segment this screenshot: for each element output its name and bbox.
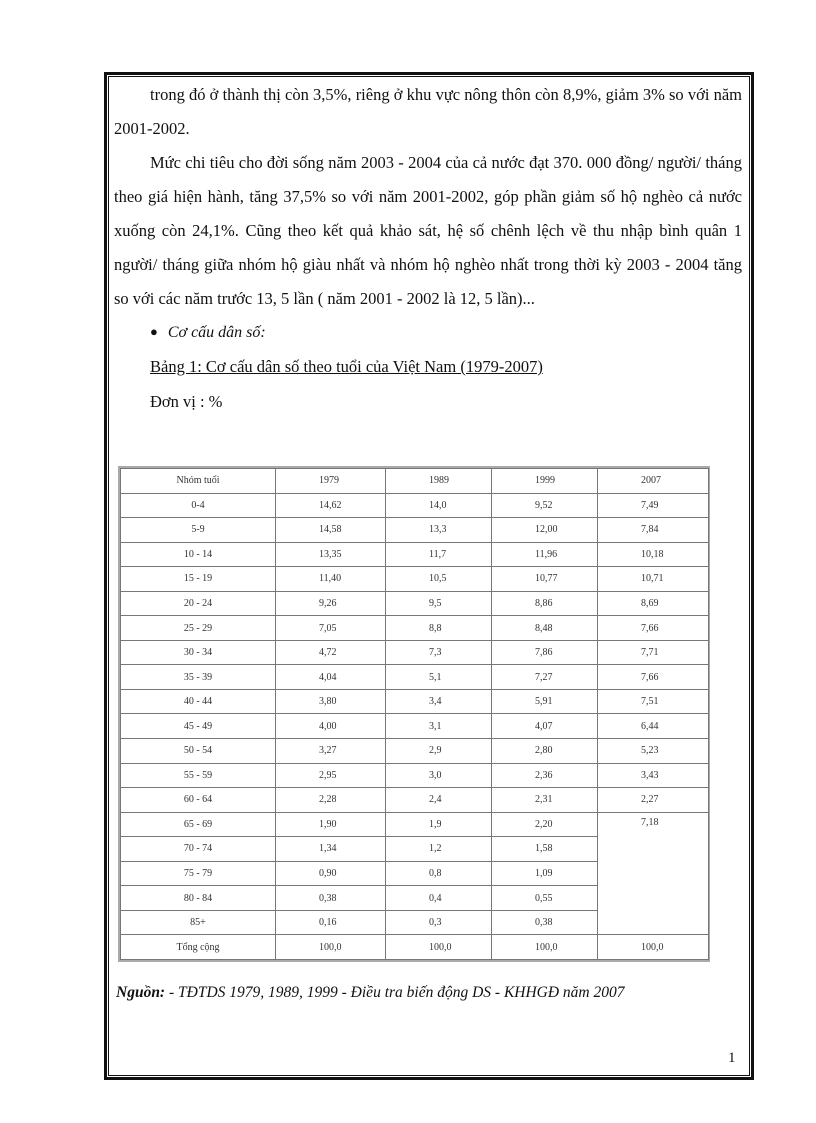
document-body xyxy=(114,78,742,420)
value-cell: 12,00 xyxy=(492,518,598,543)
table-header-row xyxy=(121,469,709,494)
value-cell: 3,1 xyxy=(386,714,492,739)
value-cell: 4,00 xyxy=(276,714,386,739)
age-group-cell: 35 - 39 xyxy=(121,665,276,690)
value-cell: 3,4 xyxy=(386,689,492,714)
table-row xyxy=(121,518,709,543)
value-cell: 7,71 xyxy=(598,640,709,665)
value-cell: 1,09 xyxy=(492,861,598,886)
age-group-cell: 75 - 79 xyxy=(121,861,276,886)
value-cell: 1999 xyxy=(492,469,598,494)
value-cell: 9,5 xyxy=(386,591,492,616)
bullet-text: Cơ cấu dân số: xyxy=(167,324,266,341)
value-cell: 2,4 xyxy=(386,788,492,813)
value-cell: 11,40 xyxy=(276,567,386,592)
value-cell: 4,04 xyxy=(276,665,386,690)
bullet-dot-icon: ● xyxy=(150,324,158,339)
age-group-cell: Nhóm tuổi xyxy=(121,469,276,494)
age-group-cell: 25 - 29 xyxy=(121,616,276,641)
table-row xyxy=(121,567,709,592)
age-group-cell: 45 - 49 xyxy=(121,714,276,739)
value-cell: 7,66 xyxy=(598,616,709,641)
value-cell: 14,62 xyxy=(276,493,386,518)
table-row xyxy=(121,616,709,641)
value-cell: 5,23 xyxy=(598,739,709,764)
source-note xyxy=(116,984,746,1002)
table-row xyxy=(121,542,709,567)
value-cell: 7,3 xyxy=(386,640,492,665)
value-cell: 7,66 xyxy=(598,665,709,690)
unit-label: Đơn vị : % xyxy=(150,392,223,411)
table-total-row xyxy=(121,935,709,960)
source-text: - TĐTDS 1979, 1989, 1999 - Điều tra biến động DS - KHHGĐ năm 2007 xyxy=(165,984,625,1001)
value-cell: 1,34 xyxy=(276,837,386,862)
value-cell: 1,90 xyxy=(276,812,386,837)
value-cell: 2,95 xyxy=(276,763,386,788)
value-cell: 1,58 xyxy=(492,837,598,862)
value-cell: 14,0 xyxy=(386,493,492,518)
age-group-cell: Tổng cộng xyxy=(121,935,276,960)
value-cell: 13,35 xyxy=(276,542,386,567)
age-group-cell: 30 - 34 xyxy=(121,640,276,665)
value-cell: 0,90 xyxy=(276,861,386,886)
value-cell: 8,86 xyxy=(492,591,598,616)
value-cell: 2,36 xyxy=(492,763,598,788)
value-cell: 3,80 xyxy=(276,689,386,714)
value-cell: 7,49 xyxy=(598,493,709,518)
value-cell: 100,0 xyxy=(386,935,492,960)
value-cell: 100,0 xyxy=(492,935,598,960)
value-cell: 2007 xyxy=(598,469,709,494)
value-cell: 14,58 xyxy=(276,518,386,543)
value-cell: 7,27 xyxy=(492,665,598,690)
table-caption xyxy=(114,350,742,384)
value-cell: 5,1 xyxy=(386,665,492,690)
table-row xyxy=(121,812,709,837)
value-cell: 0,8 xyxy=(386,861,492,886)
value-cell: 3,43 xyxy=(598,763,709,788)
value-cell: 11,96 xyxy=(492,542,598,567)
table-row xyxy=(121,788,709,813)
value-cell: 1979 xyxy=(276,469,386,494)
age-group-cell: 85+ xyxy=(121,910,276,935)
age-group-cell: 15 - 19 xyxy=(121,567,276,592)
value-cell: 1,9 xyxy=(386,812,492,837)
value-cell: 13,3 xyxy=(386,518,492,543)
age-group-cell: 40 - 44 xyxy=(121,689,276,714)
value-cell: 0,55 xyxy=(492,886,598,911)
value-cell: 6,44 xyxy=(598,714,709,739)
table-row xyxy=(121,763,709,788)
value-cell: 0,16 xyxy=(276,910,386,935)
table-row xyxy=(121,591,709,616)
value-cell: 0,38 xyxy=(492,910,598,935)
table-row xyxy=(121,739,709,764)
age-group-cell: 55 - 59 xyxy=(121,763,276,788)
population-table xyxy=(118,466,710,962)
value-cell: 100,0 xyxy=(276,935,386,960)
value-cell: 2,20 xyxy=(492,812,598,837)
value-cell: 8,8 xyxy=(386,616,492,641)
source-label: Nguồn: xyxy=(116,984,166,1001)
value-cell: 2,31 xyxy=(492,788,598,813)
value-cell: 2,80 xyxy=(492,739,598,764)
value-cell: 10,5 xyxy=(386,567,492,592)
value-cell: 2,9 xyxy=(386,739,492,764)
value-cell: 8,48 xyxy=(492,616,598,641)
age-group-cell: 0-4 xyxy=(121,493,276,518)
value-cell: 9,52 xyxy=(492,493,598,518)
table-row xyxy=(121,665,709,690)
age-group-cell: 65 - 69 xyxy=(121,812,276,837)
table-body xyxy=(121,469,709,960)
value-cell: 7,84 xyxy=(598,518,709,543)
age-group-cell: 70 - 74 xyxy=(121,837,276,862)
value-cell: 3,0 xyxy=(386,763,492,788)
value-cell: 8,69 xyxy=(598,591,709,616)
value-cell: 2,28 xyxy=(276,788,386,813)
page-number: 1 xyxy=(728,1050,736,1066)
value-cell: 0,38 xyxy=(276,886,386,911)
value-cell: 4,07 xyxy=(492,714,598,739)
table-row xyxy=(121,640,709,665)
value-cell: 0,3 xyxy=(386,910,492,935)
value-cell: 0,4 xyxy=(386,886,492,911)
age-group-cell: 10 - 14 xyxy=(121,542,276,567)
age-group-cell: 20 - 24 xyxy=(121,591,276,616)
age-group-cell: 80 - 84 xyxy=(121,886,276,911)
value-cell: 7,51 xyxy=(598,689,709,714)
age-group-cell: 5-9 xyxy=(121,518,276,543)
value-cell: 10,77 xyxy=(492,567,598,592)
value-cell: 11,7 xyxy=(386,542,492,567)
value-cell: 3,27 xyxy=(276,739,386,764)
bullet-item xyxy=(114,316,742,350)
value-cell: 4,72 xyxy=(276,640,386,665)
age-group-cell: 50 - 54 xyxy=(121,739,276,764)
paragraph-1: trong đó ở thành thị còn 3,5%, riêng ở khu vực nông thôn còn 8,9%, giảm 3% so với năm 2001-2002. xyxy=(114,85,742,138)
value-cell: 2,27 xyxy=(598,788,709,813)
value-cell: 10,71 xyxy=(598,567,709,592)
value-cell: 5,91 xyxy=(492,689,598,714)
table-row xyxy=(121,714,709,739)
value-cell: 9,26 xyxy=(276,591,386,616)
value-cell: 7,18 xyxy=(598,812,709,935)
value-cell: 10,18 xyxy=(598,542,709,567)
table-row xyxy=(121,493,709,518)
table-caption-text: Bảng 1: Cơ cấu dân số theo tuổi của Việt Nam (1979-2007) xyxy=(150,357,543,376)
value-cell: 1,2 xyxy=(386,837,492,862)
table-row xyxy=(121,689,709,714)
paragraph-2: Mức chi tiêu cho đời sống năm 2003 - 2004 của cả nước đạt 370. 000 đồng/ người/ tháng theo giá hiện hành, tăng 37,5% so với năm 2001-2002, góp phần giảm số hộ nghèo cả nước xuống còn 24,1%. Cũng theo kết quả khảo sát, hệ số chênh lệch về thu nhập bình quân 1 người/ tháng giữa nhóm hộ giàu nhất và nhóm hộ nghèo nhất trong thời kỳ 2003 - 2004 tăng so với các năm trước 13, 5 lần ( năm 2001 - 2002 là 12, 5 lần)... xyxy=(114,153,742,308)
value-cell: 100,0 xyxy=(598,935,709,960)
value-cell: 7,05 xyxy=(276,616,386,641)
value-cell: 7,86 xyxy=(492,640,598,665)
value-cell: 1989 xyxy=(386,469,492,494)
age-group-cell: 60 - 64 xyxy=(121,788,276,813)
